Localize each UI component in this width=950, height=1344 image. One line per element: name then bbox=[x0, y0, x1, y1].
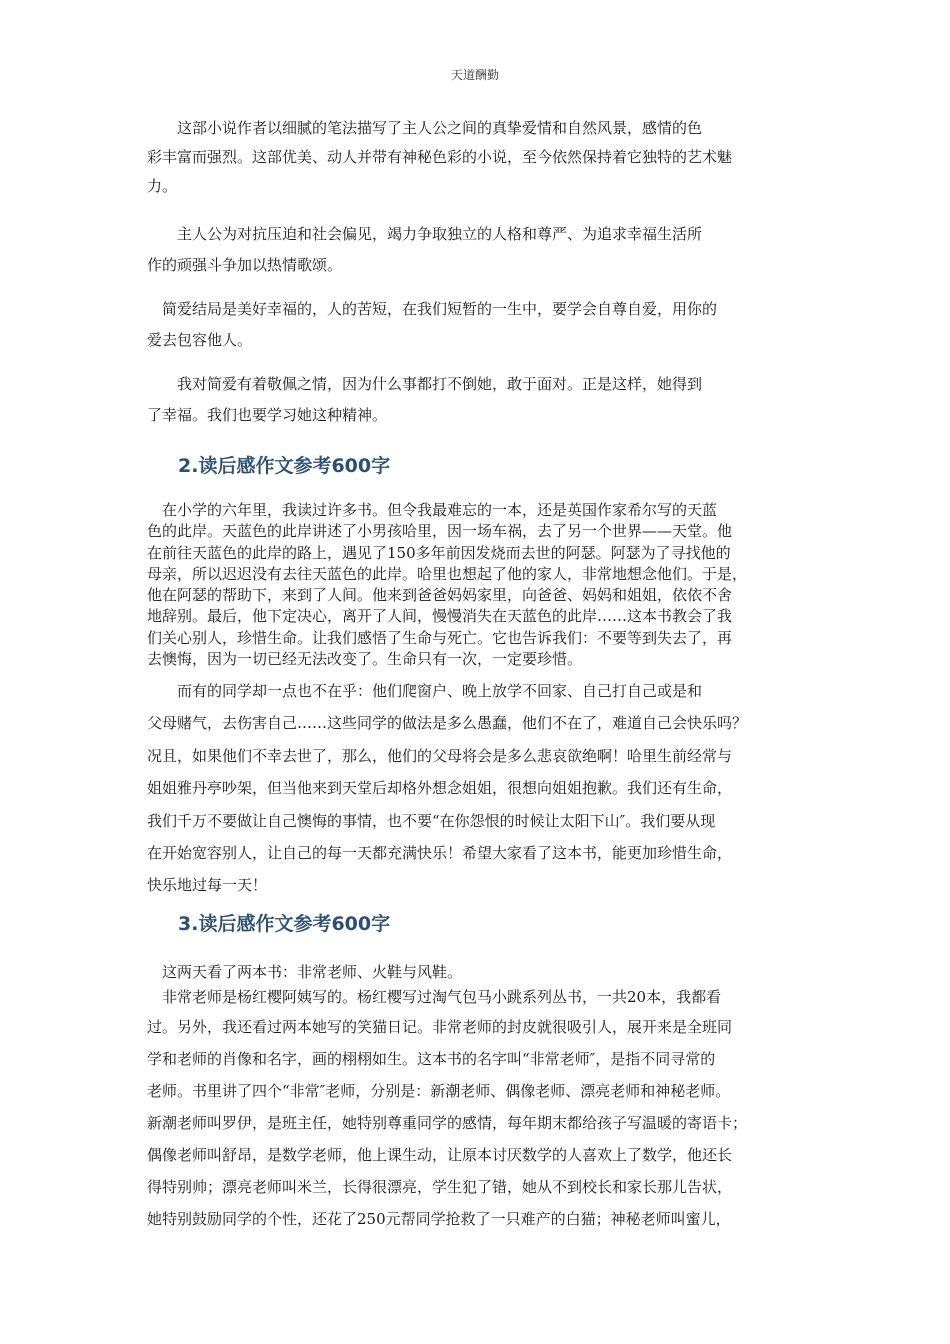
text-line: 我对简爱有着敬佩之情，因为什么事都打不倒她，敢于面对。正是这样，她得到 bbox=[147, 375, 703, 393]
text-line: 母亲，所以迟迟没有去往天蓝色的此岸。哈里也想起了他的家人，非常地想念他们。于是， bbox=[147, 564, 748, 583]
text-line: 得特别帅；漂亮老师叫米兰，长得很漂亮，学生犯了错，她从不到校长和家长那儿告状， bbox=[147, 1178, 733, 1196]
text-line: 姐姐雅丹亭吵架，但当他来到天堂后却格外想念姐姐，很想向姐姐抱歉。我们还有生命， bbox=[147, 779, 733, 798]
text-line: 们关心别人，珍惜生命。让我们感悟了生命与死亡。它也告诉我们：不要等到失去了，再 bbox=[147, 628, 733, 647]
text-line: 力。 bbox=[147, 177, 178, 195]
text-line: 在前往天蓝色的此岸的路上，遇见了150多年前因发烧而去世的阿瑟。阿瑟为了寻找他的 bbox=[147, 543, 731, 562]
paragraph-8 bbox=[147, 1011, 803, 1235]
text-line: 而有的同学却一点也不在乎：他们爬窗户、晚上放学不回家、自己打自己或是和 bbox=[147, 682, 703, 700]
paragraph-4 bbox=[147, 369, 803, 431]
page-header: 天道酬勤 bbox=[450, 68, 499, 82]
paragraph-3 bbox=[147, 294, 803, 356]
text-line: 色的此岸。天蓝色的此岸讲述了小男孩哈里，因一场车祸，去了另一个世界——天堂。他 bbox=[147, 522, 733, 541]
text-line: 在小学的六年里，我读过许多书。但令我最难忘的一本，还是英国作家希尔写的天蓝 bbox=[147, 501, 718, 519]
text-line: 老师。书里讲了四个“非常″老师，分别是：新潮老师、偶像老师、漂亮老师和神秘老师。 bbox=[147, 1082, 731, 1100]
text-line: 这两天看了两本书：非常老师、火鞋与风鞋。 bbox=[147, 963, 463, 981]
text-line: 爱去包容他人。 bbox=[147, 331, 253, 349]
paragraph-7 bbox=[147, 960, 803, 1010]
text-line: 我们千万不要做让自己懊悔的事情，也不要“在你怨恨的时候让太阳下山″。我们要从现 bbox=[147, 811, 716, 830]
text-line: 简爱结局是美好幸福的，人的苦短，在我们短暂的一生中，要学会自尊自爱，用你的 bbox=[147, 300, 718, 318]
paragraph-1 bbox=[147, 114, 803, 201]
text-line: 新潮老师叫罗伊，是班主任，她特别尊重同学的感情，每年期末都给孩子写温暖的寄语卡； bbox=[147, 1114, 748, 1132]
text-line: 学和老师的肖像和名字，画的栩栩如生。这本书的名字叫“非常老师″，是指不同寻常的 bbox=[147, 1050, 716, 1068]
text-line: 地辞别。最后，他下定决心，离开了人间，慢慢消失在天蓝色的此岸……这本书教会了我 bbox=[147, 607, 733, 626]
text-line: 了幸福。我们也要学习她这种精神。 bbox=[147, 406, 388, 424]
text-line: 去懊悔，因为一切已经无法改变了。生命只有一次，一定要珍惜。 bbox=[147, 650, 583, 669]
text-line: 他在阿瑟的帮助下，来到了人间。他来到爸爸妈妈家里，向爸爸、妈妈和姐姐，依依不舍 bbox=[147, 586, 733, 605]
text-line: 非常老师是杨红樱阿姨写的。杨红樱写过淘气包马小跳系列丛书，一共20本，我都看 bbox=[147, 988, 722, 1006]
text-line: 偶像老师叫舒昂，是数学老师，他上课生动，让原本讨厌数学的人喜欢上了数学，他还长 bbox=[147, 1146, 733, 1164]
text-line: 她特别鼓励同学的个性，还花了250元帮同学抢救了一只难产的白猫；神秘老师叫蜜儿， bbox=[147, 1210, 731, 1228]
paragraph-2 bbox=[147, 219, 803, 281]
text-line: 过。另外，我还看过两本她写的笑猫日记。非常老师的封皮就很吸引人，展开来是全班同 bbox=[147, 1018, 733, 1036]
text-line: 父母赌气，去伤害自己……这些同学的做法是多么愚蠢，他们不在了，难道自己会快乐吗？ bbox=[147, 714, 748, 733]
text-line: 况且，如果他们不幸去世了，那么，他们的父母将会是多么悲哀欲绝啊！哈里生前经常与 bbox=[147, 746, 733, 765]
paragraph-6 bbox=[147, 675, 803, 902]
paragraph-5 bbox=[147, 500, 803, 670]
text-line: 在开始宽容别人，让自己的每一天都充满快乐！希望大家看了这本书，能更加珍惜生命， bbox=[147, 843, 733, 862]
section-heading-2: 2.读后感作文参考600字 bbox=[178, 455, 391, 477]
section-heading-3: 3.读后感作文参考600字 bbox=[178, 913, 391, 935]
text-line: 这部小说作者以细腻的笔法描写了主人公之间的真挚爱情和自然风景，感情的色 bbox=[147, 119, 703, 137]
text-line: 快乐地过每一天！ bbox=[147, 876, 268, 895]
text-line: 作的顽强斗争加以热情歌颂。 bbox=[147, 256, 343, 274]
text-line: 彩丰富而强烈。这部优美、动人并带有神秘色彩的小说，至今依然保持着它独特的艺术魅 bbox=[147, 148, 733, 166]
text-line: 主人公为对抗压迫和社会偏见，竭力争取独立的人格和尊严、为追求幸福生活所 bbox=[147, 225, 703, 243]
